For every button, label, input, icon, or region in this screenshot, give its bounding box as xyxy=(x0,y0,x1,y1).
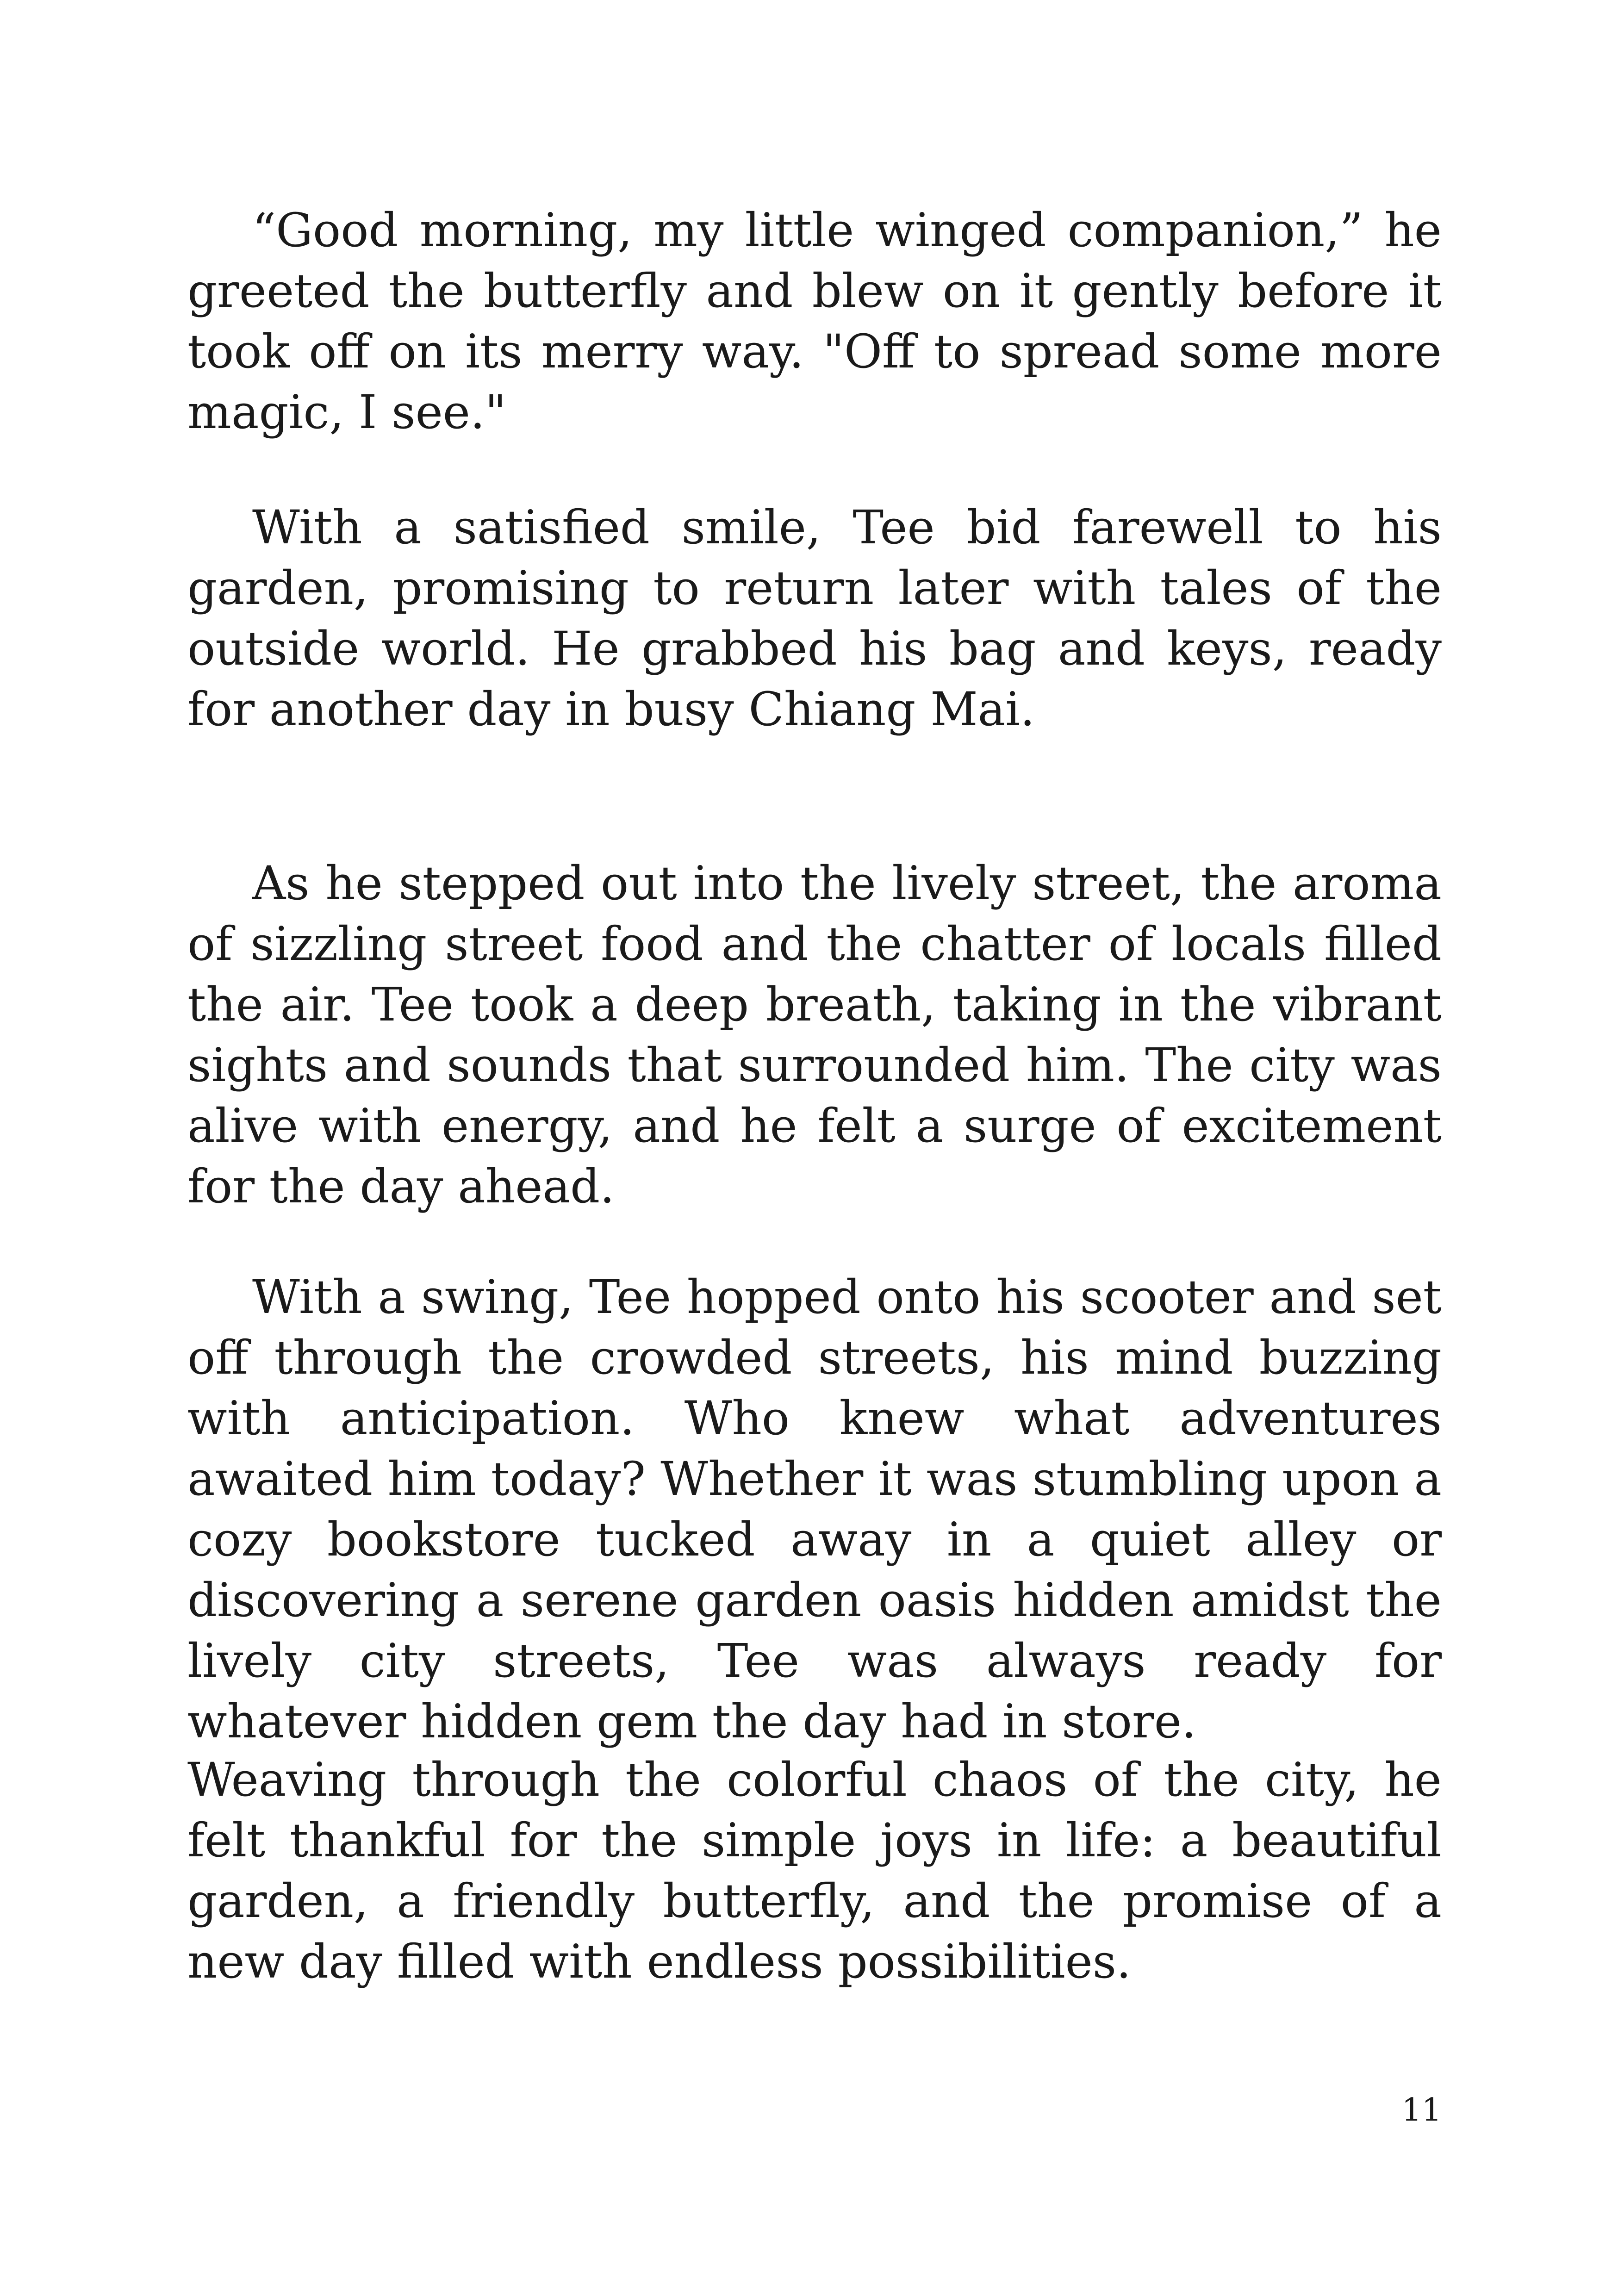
paragraph-weaving: Weaving through the colorful chaos of the city, he felt thankful for the simple joys in life: a beautiful garden, a friendly butterfly, and the promise of a new day filled with endless possibilities. xyxy=(187,1753,1442,1989)
paragraph-street: As he stepped out into the lively street, the aroma of sizzling street food and the chatter of locals filled the air. Tee took a deep breath, taking in the vibrant sights and sounds that surrounded him. The city was alive with energy, and he felt a surge of excitement for the day ahead. xyxy=(187,856,1442,1213)
paragraph-farewell: With a satisfied smile, Tee bid farewell to his garden, promising to return later with tales of the outside world. He grabbed his bag and keys, ready for another day in busy Chiang Mai. xyxy=(187,500,1442,736)
paragraph-scooter: With a swing, Tee hopped onto his scooter and set off through the crowded streets, his mind buzzing with anticipation. Who knew what adventures awaited him today? Whether it was stumbling upon a cozy bookstore tucked away in a quiet alley or discovering a serene garden oasis hidden amidst the lively city streets, Tee was always ready for whatever hidden gem the day had in store. xyxy=(187,1270,1442,1748)
paragraph-greeting: “Good morning, my little winged companion,” he greeted the butterfly and blew on it gently before it took off on its merry way. "Off to spread some more magic, I see." xyxy=(187,203,1442,439)
page-number: 11 xyxy=(1401,2092,1442,2128)
